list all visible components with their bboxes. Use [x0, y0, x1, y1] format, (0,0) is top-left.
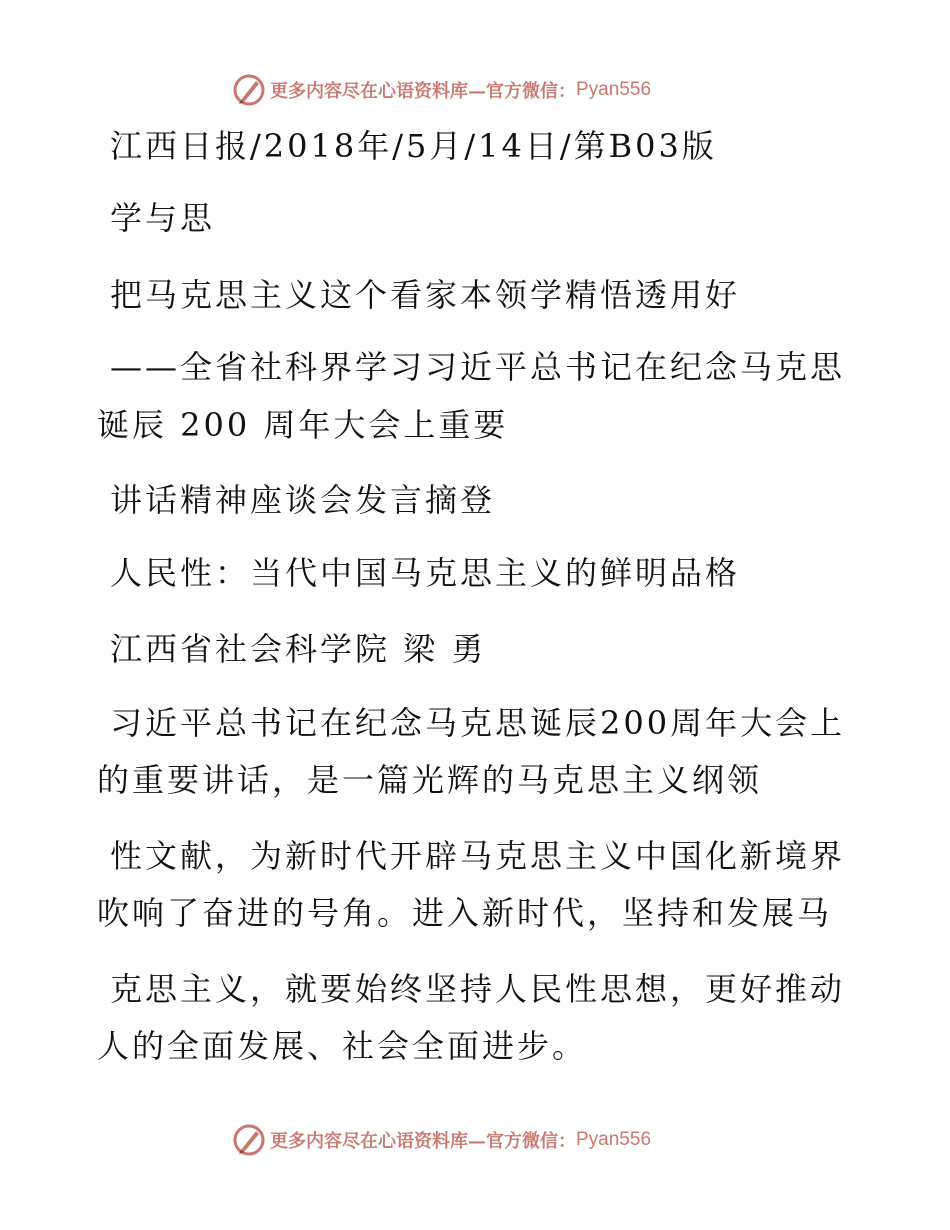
paragraph-line-2: 的重要讲话，是一篇光辉的马克思主义纲领 [97, 761, 763, 799]
banner-wechat-id: Pyan556 [576, 1129, 652, 1150]
paragraph-line-3: 性文献，为新时代开辟马克思主义中国化新境界 [110, 837, 846, 875]
quill-pen-logo-icon [232, 73, 266, 107]
quill-pen-logo-icon [232, 1123, 266, 1157]
subheadline-line-1: ——全省社科界学习习近平总书记在纪念马克思 [110, 348, 846, 386]
paragraph-line-5: 克思主义，就要始终坚持人民性思想，更好推动 [110, 970, 846, 1008]
section-heading: 人民性：当代中国马克思主义的鲜明品格 [110, 554, 741, 592]
banner-text: 更多内容尽在心语资料库—官方微信： [270, 1131, 576, 1152]
paragraph-line-1: 习近平总书记在纪念马克思诞辰200周年大会上 [110, 704, 846, 742]
subheadline-line-3: 讲话精神座谈会发言摘登 [110, 481, 496, 519]
author-line: 江西省社会科学院 梁 勇 [110, 630, 487, 668]
column-title: 学与思 [110, 199, 216, 237]
banner-text: 更多内容尽在心语资料库—官方微信： [270, 81, 576, 102]
source-line: 江西日报/2018年/5月/14日/第B03版 [110, 127, 717, 165]
paragraph-line-4: 吹响了奋进的号角。进入新时代，坚持和发展马 [97, 894, 833, 932]
article-headline: 把马克思主义这个看家本领学精悟透用好 [110, 276, 741, 314]
banner-wechat-id: Pyan556 [576, 79, 652, 100]
paragraph-line-6: 人的全面发展、社会全面进步。 [97, 1027, 588, 1065]
subheadline-line-2: 诞辰 200 周年大会上重要 [97, 406, 509, 444]
header-banner [232, 72, 651, 108]
footer-banner [232, 1122, 651, 1158]
